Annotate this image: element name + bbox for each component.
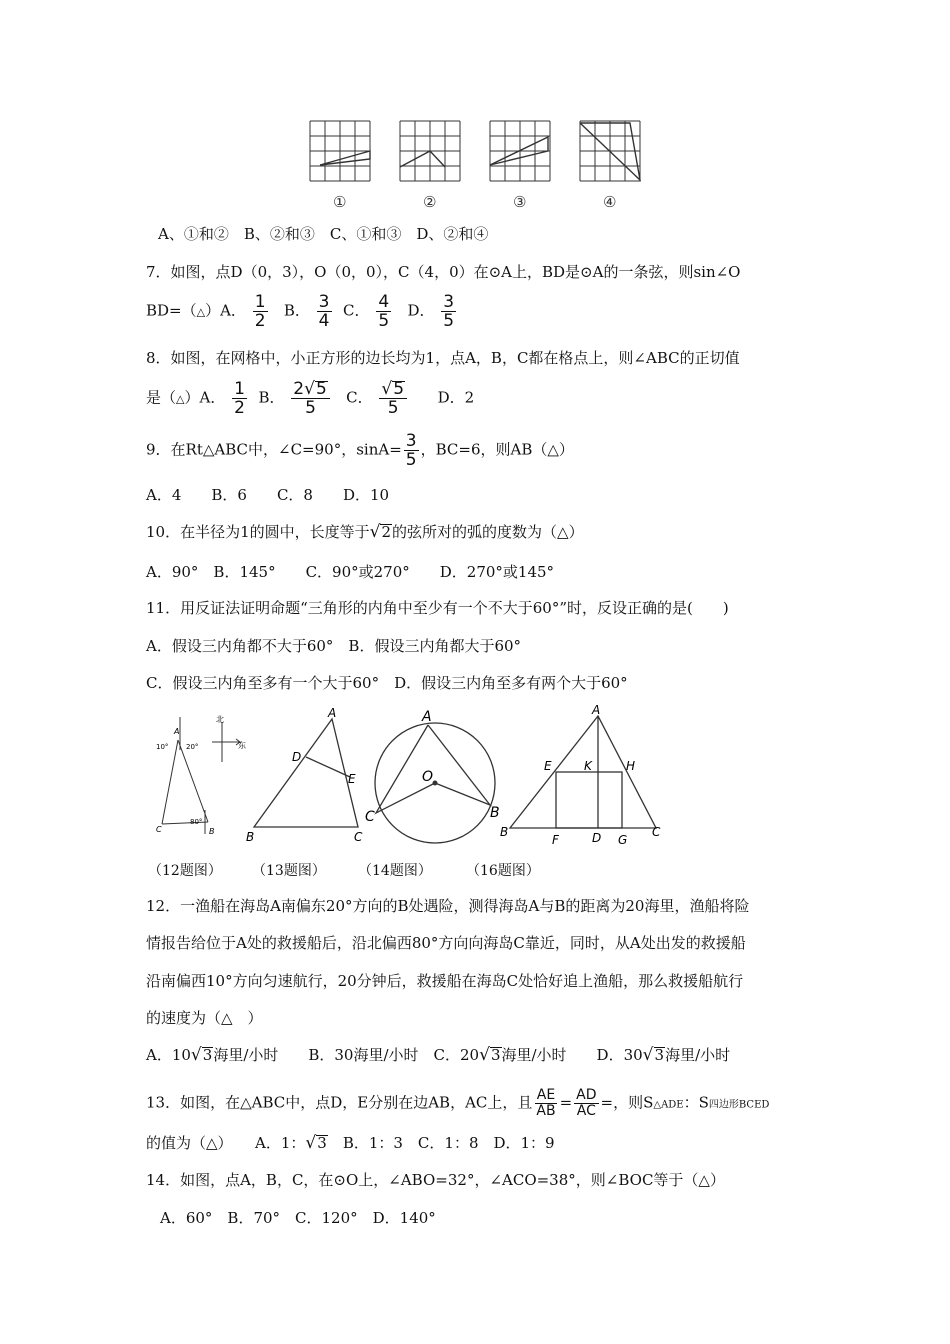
- q12-l3: 沿南偏西10°方向匀速航行，20分钟后，救援船在海岛C处恰好追上渔船，那么救援船航行: [146, 972, 744, 990]
- q8-b-label: B．: [258, 388, 285, 407]
- fig12-ang1: 10°: [156, 743, 169, 751]
- q13-frac2: $\frac{AD}{AC}$: [576, 1087, 597, 1119]
- svg-text:A: A: [422, 709, 432, 725]
- fig13: [240, 705, 370, 845]
- q7-line1: 7．如图，点D（0，3），O（0，0），C（4，0）在⊙A上，BD是⊙A的一条弦，则sin∠O: [146, 263, 741, 281]
- svg-text:B: B: [246, 830, 255, 844]
- east-label: 东: [238, 741, 246, 750]
- svg-text:O: O: [422, 769, 434, 785]
- triangle-mark: △: [196, 305, 206, 319]
- fig12: [150, 712, 250, 837]
- q13-l2: 的值为（△） A．1：√3 B．1：3 C．1：8 D．1：9: [146, 1133, 555, 1153]
- svg-text:C: C: [652, 825, 661, 839]
- q9-frac: $\frac{3}{5}$: [405, 431, 417, 470]
- q7-frac-c: $\frac{4}{5}$: [378, 292, 390, 331]
- svg-text:B: B: [500, 825, 509, 839]
- q8-frac-a: $\frac{1}{2}$: [234, 379, 245, 418]
- grid-label-3: ③: [513, 193, 527, 211]
- caption-13: （13题图）: [252, 863, 326, 879]
- fig12-b: B: [209, 827, 215, 836]
- q9-options: A．4 B．6 C．8 D．10: [146, 486, 390, 504]
- caption-12: （12题图）: [148, 863, 222, 879]
- q8-line2: [146, 380, 474, 417]
- svg-text:E: E: [348, 772, 356, 786]
- q8-lead: 是（: [146, 388, 177, 407]
- grid2-triangle: [400, 151, 445, 167]
- svg-text:B: B: [490, 805, 500, 821]
- q14-options: A．60° B．70° C．120° D．140°: [160, 1209, 436, 1227]
- q7-frac-a: $\frac{1}{2}$: [254, 292, 266, 331]
- q14-text: 14．如图，点A，B，C，在⊙O上，∠ABO=32°，∠ACO=38°，则∠BOC等于（△）: [146, 1171, 725, 1189]
- svg-text:A: A: [592, 703, 601, 717]
- q8-frac-b: $\frac{2√5}{5}$: [291, 380, 330, 417]
- svg-text:C: C: [365, 809, 375, 825]
- fig12-a: A: [174, 727, 180, 736]
- fig12-ang3: 80°: [190, 818, 203, 826]
- q13-l1: 13．如图，在△ABC中，点D，E分别在边AB，AC上，且 $\frac{AE}{AB}$ = $\frac{AD}{AC}$ =，则S△ADE：S四边形BCED: [146, 1087, 770, 1119]
- fig12-c: C: [156, 825, 162, 834]
- q11-opt1: A．假设三内角都不大于60° B．假设三内角都大于60°: [146, 637, 522, 655]
- q13-frac1: $\frac{AE}{AB}$: [536, 1087, 556, 1119]
- triangle-mark: △: [176, 392, 185, 406]
- grid-label-2: ②: [423, 193, 437, 211]
- q11-opt2: C．假设三内角至多有一个大于60° D．假设三内角至多有两个大于60°: [146, 674, 628, 692]
- q7-lead: BD=（: [146, 301, 197, 320]
- fig16: [496, 700, 671, 850]
- q8-d: D．2: [437, 388, 475, 407]
- q7-frac-d: $\frac{3}{5}$: [443, 292, 455, 331]
- q7-b-label: B．: [283, 301, 310, 320]
- q7-frac-b: $\frac{3}{4}$: [318, 292, 330, 331]
- q8-frac-c: $\frac{√5}{5}$: [379, 380, 407, 417]
- caption-14: （14题图）: [358, 863, 432, 879]
- fig14: [362, 705, 507, 850]
- q7-close: ）A．: [205, 301, 246, 320]
- svg-text:H: H: [626, 759, 636, 773]
- caption-16: （16题图）: [466, 863, 540, 879]
- grid1-triangle: [320, 151, 370, 165]
- q7-d-label: D．: [407, 301, 435, 320]
- q7-line2: [146, 293, 458, 330]
- q8-close: ）A．: [184, 388, 226, 407]
- grid-label-4: ④: [603, 193, 617, 211]
- q12-l1: 12．一渔船在海岛A南偏东20°方向的B处遇险，测得海岛A与B的距离为20海里，渔船将险: [146, 897, 750, 915]
- q12-l2: 情报告给位于A处的救援船后，沿北偏西80°方向向海岛C靠近，同时，从A处出发的救援船: [146, 934, 746, 952]
- q6-options: A、①和② B、②和③ C、①和③ D、②和④: [158, 225, 489, 243]
- q10-options: A．90° B．145° C．90°或270° D．270°或145°: [146, 563, 555, 581]
- q12-options: A．10√3海里/小时 B．30海里/小时 C．20√3海里/小时 D．30√3海里/小时: [146, 1045, 731, 1065]
- north-label: 北: [216, 715, 224, 724]
- q12-l4: 的速度为（△ ）: [146, 1009, 263, 1027]
- q11-text: 11．用反证法证明命题“三角形的内角中至少有一个不大于60°”时，反设正确的是( ): [146, 599, 729, 617]
- fig12-ang2: 20°: [186, 743, 199, 751]
- q10-line1: 10．在半径为1的圆中，长度等于√2的弦所对的弧的度数为（△）: [146, 522, 584, 542]
- svg-text:A: A: [328, 706, 337, 720]
- q8-line1: 8．如图，在网格中，小正方形的边长均为1，点A，B，C都在格点上，则∠ABC的正切值: [146, 349, 740, 367]
- svg-text:D: D: [592, 831, 602, 845]
- svg-text:G: G: [618, 833, 628, 847]
- grid-figures: [300, 115, 650, 190]
- svg-text:F: F: [552, 833, 559, 847]
- q7-c-label: C．: [343, 301, 370, 320]
- svg-text:K: K: [584, 759, 592, 773]
- svg-text:E: E: [544, 759, 552, 773]
- q8-c-label: C．: [346, 388, 373, 407]
- grid-label-1: ①: [333, 193, 347, 211]
- q9-line1: 9．在Rt△ABC中，∠C=90°，sinA= $\frac{3}{5}$ ，BC=6，则AB（△）: [146, 431, 574, 470]
- svg-text:D: D: [292, 750, 302, 764]
- svg-text:C: C: [354, 830, 363, 844]
